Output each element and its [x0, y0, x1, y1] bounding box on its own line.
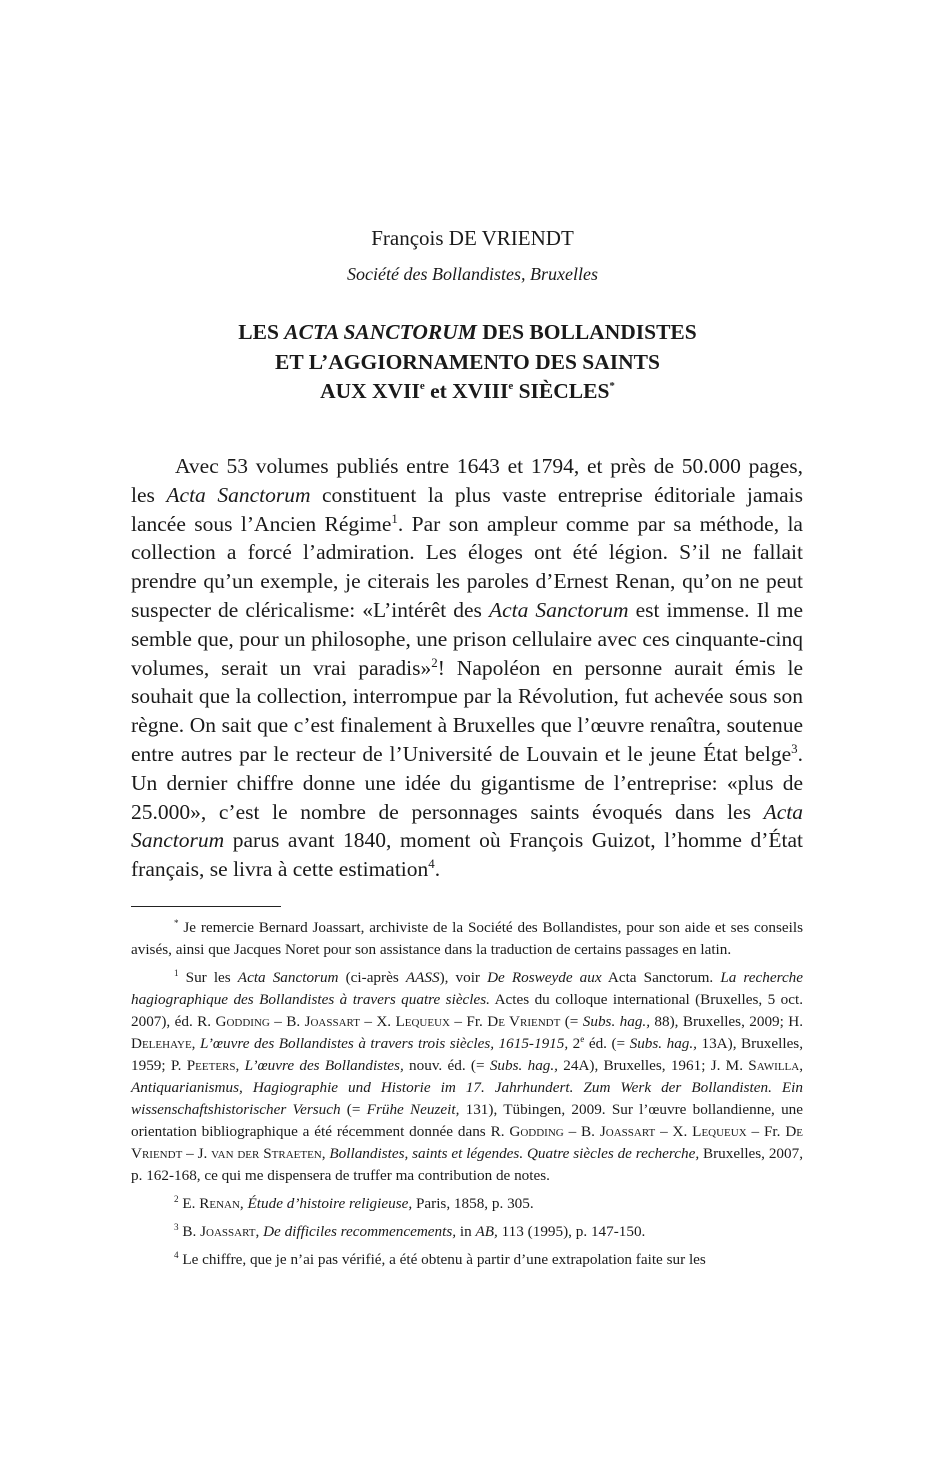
body-italic: Acta Sanctorum: [166, 482, 311, 507]
body-text: Avec 53 volumes publiés entre 1643 et 1794, et près de 50.000 pages, les: [131, 454, 803, 507]
fn-text: 24A), Bruxelles, 1961; J. M.: [557, 1057, 749, 1074]
fn-text: E.: [178, 1195, 200, 1212]
fn-text: ), voir: [439, 969, 488, 986]
title-text: et XVIII: [424, 379, 509, 403]
body-text: ! Napoléon en personne aurait émis le souhait que la collection, interrompue par la Révolution, fut achevée sous son règne. On sait que c’est finalement à Bruxelles que l’œuvre renaîtra, soutenue entre autres par le recteur de l’Université de Louvain et le jeune État belge: [131, 655, 803, 766]
footnote-mark: 4: [174, 1249, 179, 1260]
superscript: e: [508, 380, 514, 392]
title-text: LES: [238, 320, 285, 344]
fn-text: – B.: [269, 1013, 305, 1030]
footnote-ref-3: 3: [791, 741, 798, 756]
fn-smallcaps: van der Straeten: [211, 1145, 322, 1162]
fn-text: ,: [321, 1145, 330, 1162]
body-text: constituent la plus vaste entreprise éditoriale jamais lancée sous l’Ancien Régime: [131, 482, 804, 536]
fn-text: (ci-après: [338, 969, 406, 986]
footnote-mark: 3: [174, 1221, 179, 1232]
footnote-3: [131, 1221, 803, 1243]
fn-text: Sur les: [178, 969, 238, 986]
fn-italic: AB,: [475, 1223, 498, 1240]
fn-text: in: [456, 1223, 476, 1240]
footnote-text: Le chiffre, que je n’ai pas vérifié, a été obtenu à partir d’une extrapolation faite sur les: [178, 1251, 706, 1268]
fn-smallcaps: Godding: [215, 1013, 270, 1030]
footnote-mark: 1: [174, 967, 179, 978]
fn-smallcaps: Joassart: [200, 1223, 256, 1240]
fn-italic: Étude d’histoire religieuse,: [247, 1195, 413, 1212]
fn-text: B.: [178, 1223, 201, 1240]
body-text: .: [434, 857, 441, 882]
fn-text: Bruxelles, 2007, p. 162-168, ce qui me dispensera de truffer ma contribution de notes.: [131, 1145, 803, 1184]
fn-text: – X.: [359, 1013, 396, 1030]
title-text: AUX XVII: [320, 379, 420, 403]
fn-italic: Acta Sanctorum: [237, 969, 339, 986]
fn-text: éd. (=: [584, 1035, 630, 1052]
footnote-ref-4: 4: [428, 857, 435, 871]
fn-text: Acta Sanctorum.: [601, 969, 721, 986]
fn-smallcaps: Delehaye: [131, 1035, 192, 1052]
fn-text: 88), Bruxelles, 2009; H.: [650, 1013, 804, 1030]
fn-smallcaps: De Vriendt: [487, 1013, 561, 1030]
fn-italic: Subs. hag.,: [489, 1057, 558, 1074]
footnote-ref-2: 2: [431, 655, 438, 670]
fn-italic: L’œuvre des Bollandistes,: [244, 1057, 404, 1074]
fn-text: – Fr.: [449, 1013, 488, 1030]
fn-text: 13A), Bruxelles, 1959; P.: [131, 1035, 804, 1074]
fn-italic: L’œuvre des Bollandistes à travers trois siècles, 1615-1915,: [199, 1035, 569, 1052]
title-line-2: ET L’AGGIORNAMENTO DES SAINTS: [275, 349, 660, 374]
fn-italic: Bollandistes, saints et légendes. Quatre siècles de recherche,: [329, 1145, 700, 1162]
fn-text: (=: [560, 1013, 583, 1030]
body-italic: Acta Sanctorum: [488, 597, 629, 622]
superscript: e: [419, 380, 425, 392]
body-paragraph: [131, 452, 803, 884]
fn-smallcaps: Renan: [199, 1195, 240, 1212]
title-line-1: [0, 318, 935, 348]
fn-italic: La recherche hagiographique des Bollandistes à travers quatre siècles.: [131, 969, 804, 1008]
footnote-mark: 2: [174, 1193, 179, 1204]
fn-text: – Fr.: [746, 1123, 786, 1140]
fn-text: Actes du colloque international (Bruxelles, 5 oct. 2007), éd. R.: [131, 991, 803, 1030]
footnotes: [131, 917, 803, 1277]
fn-text: 131), Tübingen, 2009. Sur l’œuvre bollandienne, une orientation bibliographique a été récemment donnée dans R.: [131, 1101, 804, 1140]
fn-text: (=: [340, 1101, 367, 1118]
footnote-ref-1: 1: [391, 511, 398, 526]
fn-smallcaps: Lequeux: [395, 1013, 450, 1030]
body-text: . Par son ampleur comme par sa méthode, la collection a forcé l’admiration. Les éloges ont été légion. S’il ne fallait prendre qu’un exemple, je citerais les paroles d’Ernest Renan, qu’on ne peut suspecter de cléricalisme: «L’intérêt des: [131, 511, 803, 622]
fn-smallcaps: Godding: [509, 1123, 564, 1140]
footnote-text: Je remercie Bernard Joassart, archiviste de la Société des Bollandistes, pour son aide et ses conseils avisés, ainsi que Jacques Noret pour son assistance dans la traduction de certains passages en latin.: [131, 919, 803, 958]
footnote-mark: *: [174, 917, 179, 928]
footnote-4: [131, 1249, 803, 1271]
fn-text: – J.: [182, 1145, 212, 1162]
fn-text: nouv. éd. (=: [403, 1057, 490, 1074]
title-italic: ACTA SANCTORUM: [284, 320, 477, 344]
title-text: SIÈCLES: [513, 379, 610, 403]
body-text: . Un dernier chiffre donne une idée du gigantisme de l’entreprise: «plus de 25.000», c’est le nombre de personnages saints évoqués dans les: [131, 741, 803, 824]
footnote-star: [131, 917, 803, 961]
fn-italic: AASS: [405, 969, 440, 986]
author-name: François DE VRIENDT: [371, 226, 574, 250]
fn-smallcaps: Sawilla: [748, 1057, 800, 1074]
author-affiliation: Société des Bollandistes, Bruxelles: [347, 264, 598, 284]
fn-italic: Subs. hag.,: [582, 1013, 651, 1030]
body-text: est immense. Il me semble que, pour un philosophe, une prison cellulaire avec ces cinquante-cinq volumes, serait un vrai paradis»: [131, 597, 804, 680]
fn-italic: De Rosweyde aux: [487, 969, 602, 986]
footnote-mark-star: *: [609, 380, 615, 392]
fn-text: 2: [568, 1035, 581, 1052]
fn-smallcaps: Joassart: [599, 1123, 656, 1140]
footnote-2: [131, 1193, 803, 1215]
fn-smallcaps: Lequeux: [692, 1123, 747, 1140]
fn-text: ,: [191, 1035, 200, 1052]
fn-text: ,: [239, 1195, 248, 1212]
fn-italic: Frühe Neuzeit,: [366, 1101, 460, 1118]
fn-italic: De difficiles recommencements,: [263, 1223, 457, 1240]
fn-smallcaps: Joassart: [304, 1013, 360, 1030]
fn-italic: Subs. hag.,: [629, 1035, 697, 1052]
superscript: e: [580, 1033, 585, 1044]
fn-text: ,: [799, 1057, 803, 1074]
fn-smallcaps: De Vriendt: [131, 1123, 803, 1162]
fn-text: Paris, 1858, p. 305.: [412, 1195, 534, 1212]
body-text: parus avant 1840, moment où François Guizot, l’homme d’État français, se livra à cette estimation: [131, 828, 803, 882]
title-text: DES BOLLANDISTES: [476, 320, 697, 344]
body-italic: Acta Sanctorum: [131, 799, 803, 853]
fn-text: ,: [235, 1057, 245, 1074]
fn-text: 113 (1995), p. 147-150.: [497, 1223, 646, 1240]
footnote-1: [131, 967, 803, 1187]
fn-text: ,: [255, 1223, 264, 1240]
fn-text: – X.: [655, 1123, 693, 1140]
fn-text: – B.: [563, 1123, 600, 1140]
fn-italic: Antiquarianismus, Hagiographie und Historie im 17. Jahrhundert. Zum Werk der Bollandisten. Ein wissenschaftshistorischer Versuch: [131, 1079, 803, 1118]
title-line-3: [0, 377, 935, 407]
fn-smallcaps: Peeters: [186, 1057, 236, 1074]
footnote-divider: [131, 906, 281, 907]
article-title: [0, 318, 935, 407]
